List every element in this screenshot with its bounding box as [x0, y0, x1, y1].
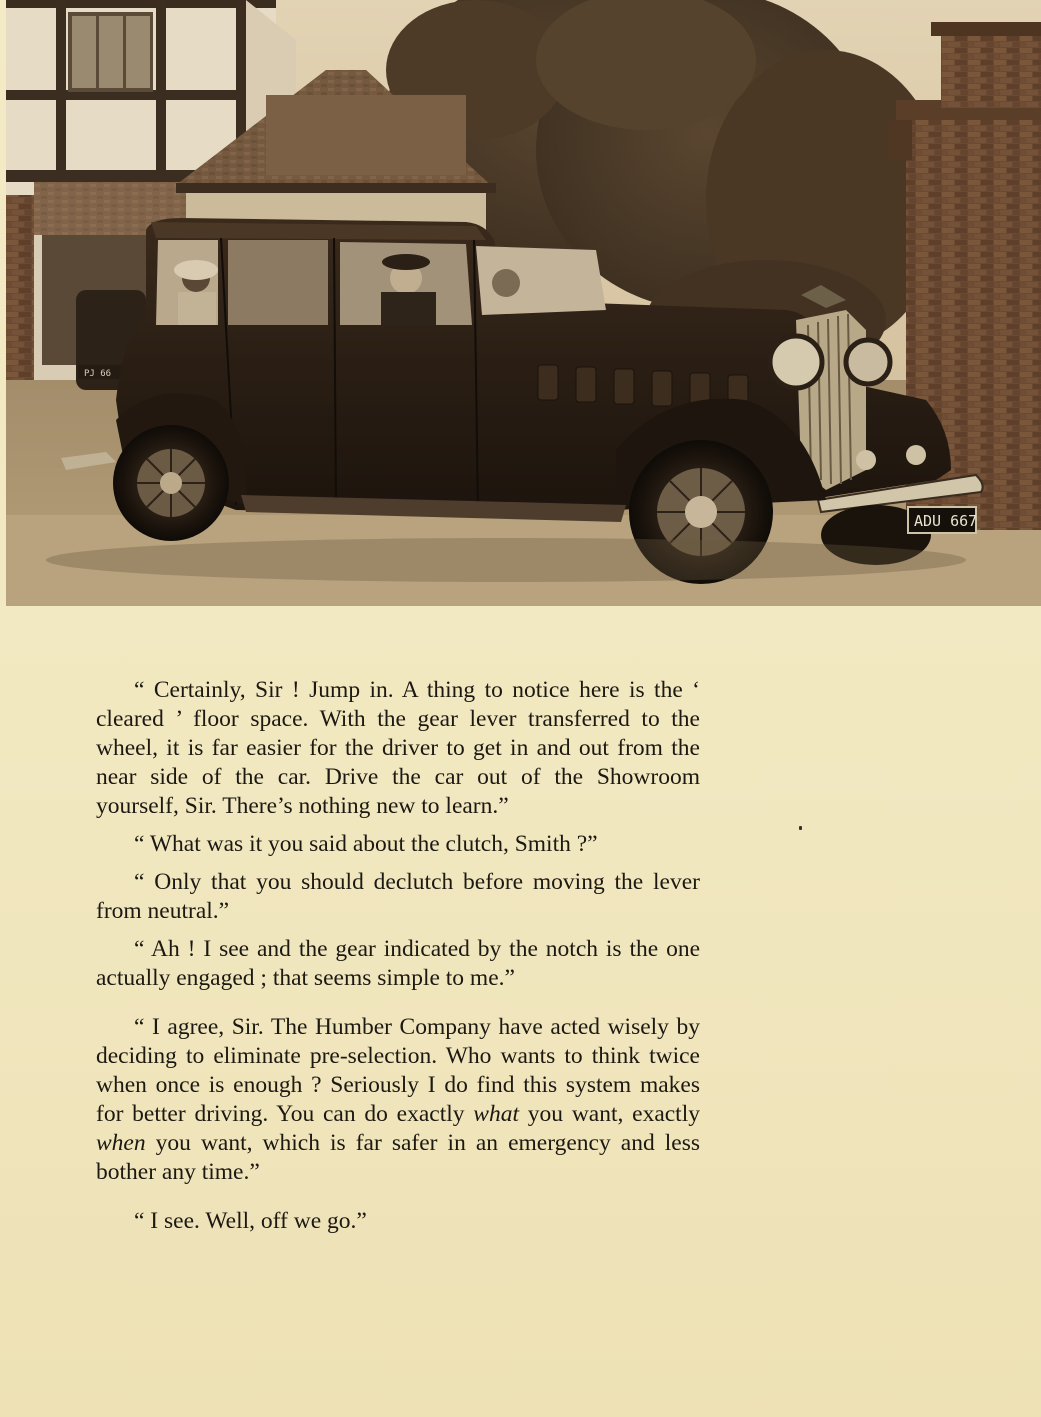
emphasis-when: when — [96, 1130, 146, 1156]
paragraph-text: you want, exactly — [519, 1101, 700, 1127]
paragraph-text: “ I agree, Sir. The Humber Company have acted wisely by deciding to eliminate pre-selection. Who wants to think twice when once is enough ? Seriously I do find this system makes for better driving. You can do exactly — [96, 1014, 700, 1127]
paragraph: “ What was it you said about the clutch, Smith ?” — [134, 831, 598, 857]
paragraph: “ Certainly, Sir ! Jump in. A thing to notice here is the ‘ cleared ’ floor space. With the gear lever transferred to the wheel, it is far easier for the driver to get in and out from the near side of the car. Drive the car out of the Showroom yourself, Sir. There’s nothing new to learn.” — [96, 677, 700, 819]
paragraph: “ I see. Well, off we go.” — [134, 1208, 367, 1234]
dialogue-text — [96, 676, 700, 1245]
paragraph — [96, 1013, 700, 1187]
emphasis-what: what — [473, 1101, 520, 1127]
paragraph: “ Ah ! I see and the gear indicated by the notch is the one actually engaged ; that seems simple to me.” — [96, 936, 700, 991]
number-plate: ADU 667 — [914, 512, 978, 530]
rear-car-plate: PJ 66 — [84, 369, 112, 379]
car-photograph — [6, 0, 1041, 606]
paragraph: “ Only that you should declutch before moving the lever from neutral.” — [96, 869, 700, 924]
paragraph-text: you want, which is far safer in an emergency and less bother any time.” — [96, 1130, 700, 1185]
paper-speck — [799, 826, 802, 830]
